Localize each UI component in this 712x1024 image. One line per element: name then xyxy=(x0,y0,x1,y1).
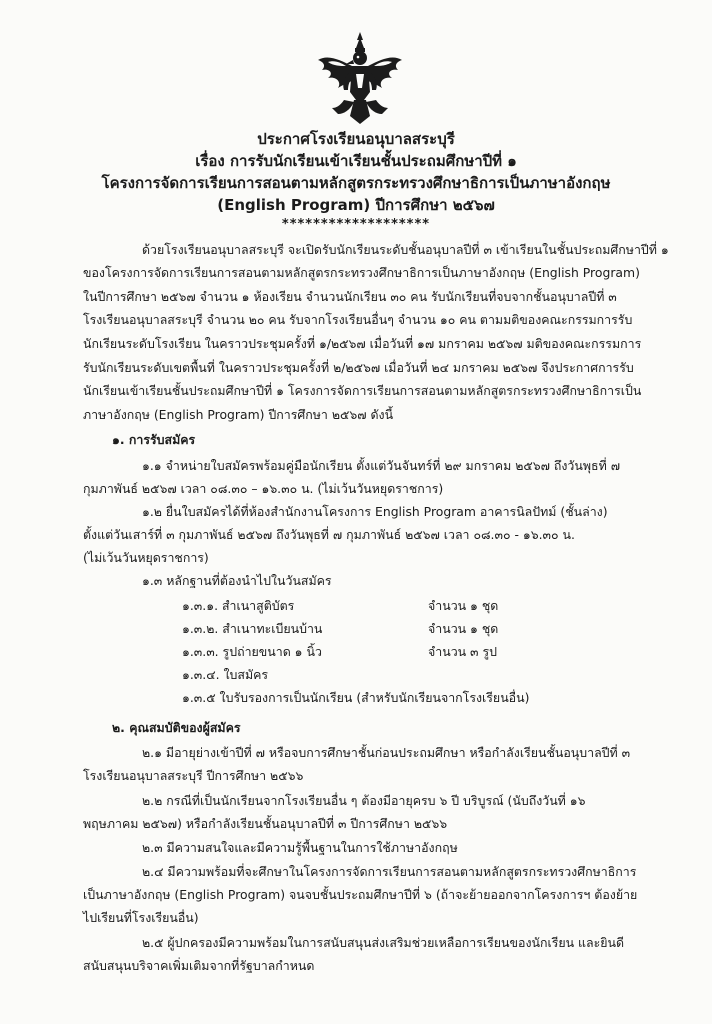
section-1-title: ๑. การรับสมัคร xyxy=(112,432,196,447)
section-2-title: ๒. คุณสมบัติของผู้สมัคร xyxy=(112,720,241,735)
subject-line: เรื่อง การรับนักเรียนเข้าเรียนชั้นประถมศึกษาปีที่ ๑ xyxy=(195,152,517,170)
intro-line: นักเรียนระดับโรงเรียน ในคราวประชุมครั้งที่ ๑/๒๕๖๗ เมื่อวันที่ ๑๗ มกราคม ๒๕๖๗ มติของคณะกรรมการ xyxy=(83,336,642,351)
item-2-1: ๒.๑ มีอายุย่างเข้าปีที่ ๗ หรือจบการศึกษาชั้นก่อนประถมศึกษา หรือกำลังเรียนชั้นอนุบาลปีที่ ๓ xyxy=(142,745,631,760)
item-1-3: ๑.๓ หลักฐานที่ต้องนำไปในวันสมัคร xyxy=(142,573,332,588)
project-line: โครงการจัดการเรียนการสอนตามหลักสูตรกระทรวงศึกษาธิการเป็นภาษาอังกฤษ xyxy=(101,174,611,192)
item-2-4-cont: ไปเรียนที่โรงเรียนอื่น) xyxy=(83,910,199,925)
item-2-1-cont: โรงเรียนอนุบาลสระบุรี ปีการศึกษา ๒๕๖๖ xyxy=(83,768,304,783)
item-1-1: ๑.๑ จำหน่ายใบสมัครพร้อมคู่มือนักเรียน ตั้งแต่วันจันทร์ที่ ๒๙ มกราคม ๒๕๖๗ ถึงวันพุธที่ ๗ xyxy=(142,458,621,473)
intro-line: ของโครงการจัดการเรียนการสอนตามหลักสูตรกระทรวงศึกษาธิการเป็นภาษาอังกฤษ (English Program) xyxy=(83,265,640,280)
item-1-1-cont: กุมภาพันธ์ ๒๕๖๗ เวลา ๐๘.๓๐ – ๑๖.๓๐ น. (ไม่เว้นวันหยุดราชการ) xyxy=(83,481,444,496)
item-1-2-cont: ตั้งแต่วันเสาร์ที่ ๓ กุมภาพันธ์ ๒๕๖๗ ถึงวันพุธที่ ๗ กุมภาพันธ์ ๒๕๖๗ เวลา ๐๘.๓๐ - ๑๖.๓๐ น. xyxy=(83,527,575,542)
item-2-5-cont: สนับสนุนบริจาคเพิ่มเติมจากที่รัฐบาลกำหนด xyxy=(83,958,315,973)
doc-item-label: ๑.๓.๕ ใบรับรองการเป็นนักเรียน (สำหรับนักเรียนจากโรงเรียนอื่น) xyxy=(182,690,530,705)
item-2-2-cont: พฤษภาคม ๒๕๖๗) หรือกำลังเรียนชั้นอนุบาลปีที่ ๓ ปีการศึกษา ๒๕๖๖ xyxy=(83,816,448,831)
item-2-4-cont: เป็นภาษาอังกฤษ (English Program) จนจบชั้นประถมศึกษาปีที่ ๖ (ถ้าจะย้ายออกจากโครงการฯ ต้องย้าย xyxy=(83,887,638,902)
doc-item-label: ๑.๓.๒. สำเนาทะเบียนบ้าน xyxy=(182,621,323,636)
intro-line: ด้วยโรงเรียนอนุบาลสระบุรี จะเปิดรับนักเรียนระดับชั้นอนุบาลปีที่ ๓ เข้าเรียนในชั้นประถมศึกษาปีที่ ๑ xyxy=(142,242,669,257)
item-2-2: ๒.๒ กรณีที่เป็นนักเรียนจากโรงเรียนอื่น ๆ ต้องมีอายุครบ ๖ ปี บริบูรณ์ (นับถึงวันที่ ๑๖ xyxy=(142,793,586,808)
doc-item-qty: จำนวน ๑ ชุด xyxy=(428,598,499,613)
doc-item-qty: จำนวน ๑ ชุด xyxy=(428,621,499,636)
doc-item-qty: จำนวน ๓ รูป xyxy=(428,644,497,659)
announcement-title: ประกาศโรงเรียนอนุบาลสระบุรี xyxy=(257,130,455,148)
intro-line: ในปีการศึกษา ๒๕๖๗ จำนวน ๑ ห้องเรียน จำนวนนักเรียน ๓๐ คน รับนักเรียนที่จบจากชั้นอนุบาลปีที่ ๓ xyxy=(83,289,617,304)
intro-line: ภาษาอังกฤษ (English Program) ปีการศึกษา ๒๕๖๗ ดังนี้ xyxy=(83,407,394,422)
garuda-emblem-icon xyxy=(314,30,406,126)
item-2-4: ๒.๔ มีความพร้อมที่จะศึกษาในโครงการจัดการเรียนการสอนตามหลักสูตรกระทรวงศึกษาธิการ xyxy=(142,864,637,879)
star-divider: ******************* xyxy=(281,217,431,232)
doc-item-label: ๑.๓.๑. สำเนาสูติบัตร xyxy=(182,598,295,613)
intro-line: รับนักเรียนระดับเขตพื้นที่ ในคราวประชุมครั้งที่ ๒/๒๕๖๗ เมื่อวันที่ ๒๔ มกราคม ๒๕๖๗ จึงประกาศการรับ xyxy=(83,360,634,375)
item-1-2-cont: (ไม่เว้นวันหยุดราชการ) xyxy=(83,550,209,565)
intro-line: โรงเรียนอนุบาลสระบุรี จำนวน ๒๐ คน รับจากโรงเรียนอื่นๆ จำนวน ๑๐ คน ตามมติของคณะกรรมการรับ xyxy=(83,312,633,327)
program-year-line: (English Program) ปีการศึกษา ๒๕๖๗ xyxy=(217,196,495,214)
item-2-3: ๒.๓ มีความสนใจและมีความรู้พื้นฐานในการใช้ภาษาอังกฤษ xyxy=(142,840,458,855)
intro-line: นักเรียนเข้าเรียนชั้นประถมศึกษาปีที่ ๑ โครงการจัดการเรียนการสอนตามหลักสูตรกระทรวงศึกษาธิการเป็น xyxy=(83,383,642,398)
item-2-5: ๒.๕ ผู้ปกครองมีความพร้อมในการสนับสนุนส่งเสริมช่วยเหลือการเรียนของนักเรียน และยินดี xyxy=(142,935,625,950)
doc-item-label: ๑.๓.๔. ใบสมัคร xyxy=(182,667,269,682)
doc-item-label: ๑.๓.๓. รูปถ่ายขนาด ๑ นิ้ว xyxy=(182,644,322,659)
item-1-2: ๑.๒ ยื่นใบสมัครได้ที่ห้องสำนักงานโครงการ English Program อาคารนิลปัทม์ (ชั้นล่าง) xyxy=(142,504,608,519)
